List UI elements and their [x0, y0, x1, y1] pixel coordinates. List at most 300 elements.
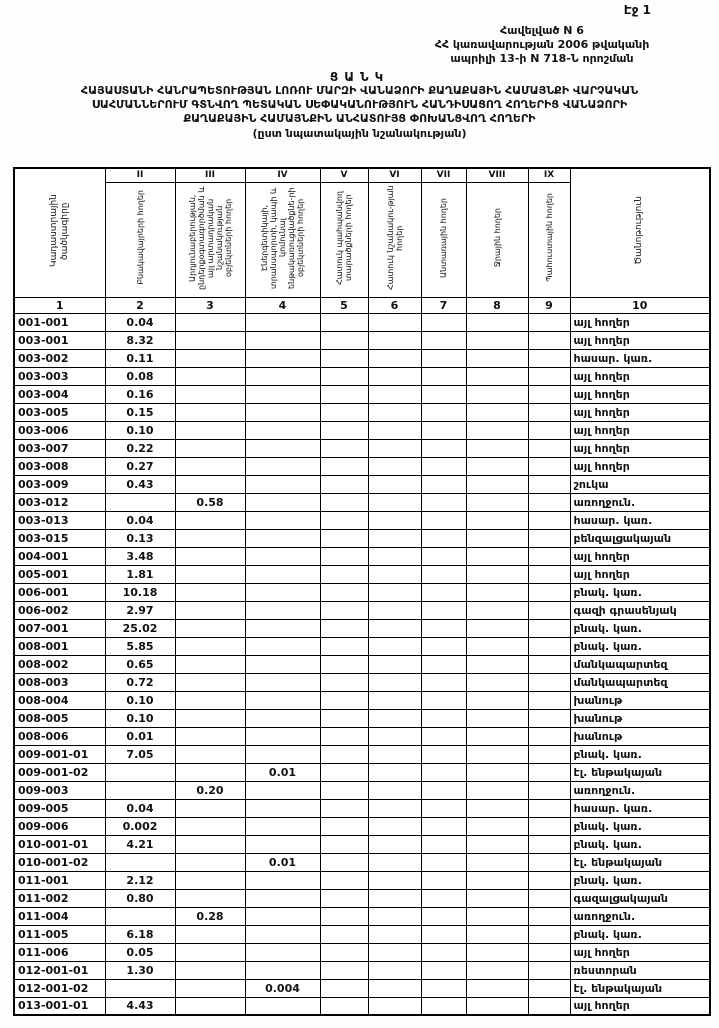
cell-reserve [528, 619, 570, 637]
cell-protected [320, 853, 368, 871]
cell-residential: 1.30 [105, 961, 175, 979]
cell-industrial [175, 475, 245, 493]
cell-forest [421, 943, 466, 961]
cell-water [466, 511, 528, 529]
table-row [14, 637, 710, 655]
cell-water [466, 403, 528, 421]
table-row [14, 781, 710, 799]
cell-residential [105, 763, 175, 781]
cell-forest [421, 799, 466, 817]
cell-reserve [528, 529, 570, 547]
cell-note: էլ. ենթակայան [570, 853, 710, 871]
cell-protected [320, 637, 368, 655]
cell-reserve [528, 385, 570, 403]
cell-cadastral-code: 001-001 [14, 313, 105, 331]
cell-industrial [175, 313, 245, 331]
column-number: 9 [528, 297, 570, 313]
cell-cadastral-code: 003-015 [14, 529, 105, 547]
cell-cadastral-code: 008-002 [14, 655, 105, 673]
cell-forest [421, 817, 466, 835]
cell-water [466, 313, 528, 331]
cell-industrial [175, 439, 245, 457]
cell-residential: 0.16 [105, 385, 175, 403]
cell-special-purpose [368, 421, 421, 439]
header-forest-lands: Անտառային հողեր [421, 182, 466, 297]
cell-energy-transport [245, 925, 320, 943]
cell-residential: 0.13 [105, 529, 175, 547]
cell-protected [320, 349, 368, 367]
cell-cadastral-code: 009-001-01 [14, 745, 105, 763]
cell-industrial [175, 565, 245, 583]
cell-residential: 5.85 [105, 637, 175, 655]
header-note-label: Ծանոթություն [634, 196, 645, 266]
cell-note: առողջուն. [570, 493, 710, 511]
cell-special-purpose [368, 655, 421, 673]
cell-water [466, 367, 528, 385]
appendix-line: ապրիլի 13-ի N 718-Ն որոշման [450, 52, 634, 65]
cell-reserve [528, 745, 570, 763]
cell-energy-transport [245, 619, 320, 637]
cell-energy-transport: 0.004 [245, 979, 320, 997]
cell-water [466, 565, 528, 583]
cell-reserve [528, 763, 570, 781]
roman-numeral-col6: VI [368, 168, 421, 182]
cell-energy-transport [245, 601, 320, 619]
cell-energy-transport: 0.01 [245, 853, 320, 871]
cell-special-purpose [368, 907, 421, 925]
table-row [14, 763, 710, 781]
cell-residential: 0.04 [105, 313, 175, 331]
cell-residential [105, 781, 175, 799]
cell-forest [421, 403, 466, 421]
cell-energy-transport [245, 403, 320, 421]
cell-energy-transport [245, 673, 320, 691]
table-row [14, 835, 710, 853]
cell-cadastral-code: 011-006 [14, 943, 105, 961]
cell-industrial [175, 529, 245, 547]
cell-forest [421, 457, 466, 475]
cell-reserve [528, 493, 570, 511]
cell-forest [421, 331, 466, 349]
table-row [14, 421, 710, 439]
cell-special-purpose [368, 475, 421, 493]
cell-forest [421, 313, 466, 331]
cell-special-purpose [368, 457, 421, 475]
cell-reserve [528, 961, 570, 979]
cell-special-purpose [368, 637, 421, 655]
cell-residential: 0.27 [105, 457, 175, 475]
table-row [14, 385, 710, 403]
cell-water [466, 997, 528, 1015]
cell-protected [320, 889, 368, 907]
cell-forest [421, 637, 466, 655]
cell-residential: 0.05 [105, 943, 175, 961]
roman-numeral-col2: II [105, 168, 175, 182]
table-row [14, 403, 710, 421]
cell-residential: 2.12 [105, 871, 175, 889]
table-row [14, 457, 710, 475]
cell-industrial [175, 853, 245, 871]
cell-special-purpose [368, 565, 421, 583]
cell-forest [421, 979, 466, 997]
cell-forest [421, 655, 466, 673]
cell-water [466, 529, 528, 547]
cell-water [466, 907, 528, 925]
table-row [14, 889, 710, 907]
cell-special-purpose [368, 871, 421, 889]
table-row [14, 511, 710, 529]
land-parcels-table [13, 167, 711, 1016]
cell-industrial [175, 835, 245, 853]
roman-numeral-col7: VII [421, 168, 466, 182]
header-note [570, 168, 710, 297]
cell-forest [421, 421, 466, 439]
document-title [0, 70, 719, 142]
cell-reserve [528, 709, 570, 727]
cell-residential: 3.48 [105, 547, 175, 565]
cell-special-purpose [368, 583, 421, 601]
title-line: ՀԱՅԱՍՏԱՆԻ ՀԱՆՐԱՊԵՏՈՒԹՅԱՆ ԼՈՌՈՒ ՄԱՐԶԻ ՎԱՆԱՁՈՐԻ ՔԱՂԱՔԱՅԻՆ ՀԱՄԱՅՆՔԻ ՎԱՐՉԱԿԱՆ [80, 84, 639, 97]
cell-industrial [175, 421, 245, 439]
cell-note: հասար. կառ. [570, 349, 710, 367]
cell-special-purpose [368, 493, 421, 511]
cell-forest [421, 925, 466, 943]
cell-water [466, 835, 528, 853]
cell-energy-transport [245, 367, 320, 385]
cell-water [466, 943, 528, 961]
cell-special-purpose [368, 925, 421, 943]
cell-industrial [175, 511, 245, 529]
cell-cadastral-code: 007-001 [14, 619, 105, 637]
cell-cadastral-code: 003-008 [14, 457, 105, 475]
cell-cadastral-code: 003-013 [14, 511, 105, 529]
roman-numeral-col4: IV [245, 168, 320, 182]
cell-reserve [528, 979, 570, 997]
cell-note: բնակ. կառ. [570, 583, 710, 601]
cell-forest [421, 475, 466, 493]
cell-water [466, 745, 528, 763]
cell-special-purpose [368, 367, 421, 385]
cell-special-purpose [368, 331, 421, 349]
cell-forest [421, 709, 466, 727]
table-row [14, 709, 710, 727]
cell-note: բնակ. կառ. [570, 871, 710, 889]
cell-residential: 6.18 [105, 925, 175, 943]
cell-protected [320, 547, 368, 565]
cell-cadastral-code: 011-004 [14, 907, 105, 925]
header-special-purpose-lands: Հատուկ նշանակու-թյան հողեր [368, 182, 421, 297]
cell-water [466, 349, 528, 367]
cell-note: այլ հողեր [570, 457, 710, 475]
cell-reserve [528, 835, 570, 853]
cell-note: այլ հողեր [570, 439, 710, 457]
cell-energy-transport [245, 997, 320, 1015]
cell-industrial [175, 943, 245, 961]
table-row [14, 565, 710, 583]
cell-energy-transport [245, 331, 320, 349]
cell-water [466, 961, 528, 979]
cell-cadastral-code: 003-002 [14, 349, 105, 367]
cell-cadastral-code: 012-001-02 [14, 979, 105, 997]
cell-industrial [175, 619, 245, 637]
cell-reserve [528, 547, 570, 565]
cell-reserve [528, 691, 570, 709]
header-cadastral-code [14, 168, 105, 297]
cell-reserve [528, 799, 570, 817]
cell-energy-transport [245, 565, 320, 583]
cell-special-purpose [368, 961, 421, 979]
roman-numeral-col5: V [320, 168, 368, 182]
cell-water [466, 727, 528, 745]
table-row [14, 799, 710, 817]
cell-protected [320, 331, 368, 349]
cell-industrial [175, 331, 245, 349]
cell-special-purpose [368, 817, 421, 835]
cell-note: բնակ. կառ. [570, 637, 710, 655]
cell-note: հասար. կառ. [570, 799, 710, 817]
cell-industrial [175, 673, 245, 691]
cell-protected [320, 979, 368, 997]
cell-residential [105, 853, 175, 871]
cell-energy-transport [245, 637, 320, 655]
cell-protected [320, 691, 368, 709]
cell-protected [320, 727, 368, 745]
table-row [14, 475, 710, 493]
cell-industrial [175, 349, 245, 367]
cell-protected [320, 817, 368, 835]
cell-forest [421, 493, 466, 511]
cell-protected [320, 493, 368, 511]
cell-cadastral-code: 006-002 [14, 601, 105, 619]
page-number-label: Էջ 1 [623, 3, 651, 17]
cell-residential: 0.04 [105, 511, 175, 529]
title-line: ՍԱՀՄԱՆՆԵՐՈՒՄ ԳՏՆՎՈՂ ՊԵՏԱԿԱՆ ՍԵՓԱԿԱՆՈՒԹՅՈՒՆ ՀԱՆԴԻՍԱՑՈՂ ՀՈՂԵՐԻՑ ՎԱՆԱՁՈՐԻ [91, 98, 628, 111]
cell-forest [421, 511, 466, 529]
cell-protected [320, 655, 368, 673]
cell-cadastral-code: 010-001-02 [14, 853, 105, 871]
cell-special-purpose [368, 835, 421, 853]
cell-reserve [528, 583, 570, 601]
cell-protected [320, 745, 368, 763]
cell-forest [421, 691, 466, 709]
cell-energy-transport [245, 421, 320, 439]
cell-special-purpose [368, 619, 421, 637]
cell-note: այլ հողեր [570, 997, 710, 1015]
cell-reserve [528, 421, 570, 439]
cell-industrial [175, 385, 245, 403]
cell-forest [421, 565, 466, 583]
cell-energy-transport [245, 889, 320, 907]
cell-reserve [528, 871, 570, 889]
cell-note: խանութ [570, 709, 710, 727]
cell-note: գազալցակայան [570, 889, 710, 907]
cell-special-purpose [368, 511, 421, 529]
cell-water [466, 763, 528, 781]
cell-energy-transport [245, 709, 320, 727]
cell-reserve [528, 889, 570, 907]
cell-cadastral-code: 009-001-02 [14, 763, 105, 781]
table-row [14, 439, 710, 457]
cell-reserve [528, 781, 570, 799]
column-number: 8 [466, 297, 528, 313]
cell-energy-transport [245, 799, 320, 817]
cell-special-purpose [368, 403, 421, 421]
cell-note: խանութ [570, 691, 710, 709]
cell-residential: 0.10 [105, 691, 175, 709]
cell-note: առողջուն. [570, 907, 710, 925]
cell-note: խանութ [570, 727, 710, 745]
cell-forest [421, 547, 466, 565]
cell-protected [320, 367, 368, 385]
cell-industrial [175, 637, 245, 655]
appendix-reference [377, 24, 707, 66]
cell-forest [421, 439, 466, 457]
cell-industrial [175, 961, 245, 979]
cell-residential: 25.02 [105, 619, 175, 637]
cell-forest [421, 997, 466, 1015]
cell-note: այլ հողեր [570, 943, 710, 961]
cell-energy-transport [245, 817, 320, 835]
cell-note: շուկա [570, 475, 710, 493]
table-row [14, 313, 710, 331]
cell-protected [320, 709, 368, 727]
cell-water [466, 385, 528, 403]
cell-energy-transport [245, 457, 320, 475]
cell-residential: 0.43 [105, 475, 175, 493]
cell-energy-transport [245, 835, 320, 853]
cell-reserve [528, 601, 570, 619]
cell-cadastral-code: 008-005 [14, 709, 105, 727]
cell-water [466, 979, 528, 997]
cell-special-purpose [368, 349, 421, 367]
cell-industrial [175, 925, 245, 943]
cell-cadastral-code: 003-009 [14, 475, 105, 493]
cell-reserve [528, 727, 570, 745]
cell-water [466, 709, 528, 727]
cell-reserve [528, 457, 570, 475]
table-row [14, 925, 710, 943]
cell-cadastral-code: 012-001-01 [14, 961, 105, 979]
table-row [14, 817, 710, 835]
cell-note: բնակ. կառ. [570, 619, 710, 637]
cell-forest [421, 673, 466, 691]
cell-special-purpose [368, 673, 421, 691]
cell-water [466, 439, 528, 457]
cell-energy-transport [245, 691, 320, 709]
cell-residential: 1.81 [105, 565, 175, 583]
cell-forest [421, 367, 466, 385]
table-row [14, 745, 710, 763]
cell-note: մանկապարտեզ [570, 655, 710, 673]
cell-reserve [528, 565, 570, 583]
cell-industrial [175, 601, 245, 619]
cell-industrial [175, 583, 245, 601]
appendix-line: Հավելված N 6 [500, 24, 584, 37]
cell-cadastral-code: 005-001 [14, 565, 105, 583]
cell-industrial [175, 403, 245, 421]
cell-cadastral-code: 003-003 [14, 367, 105, 385]
column-number: 6 [368, 297, 421, 313]
table-row [14, 727, 710, 745]
table-row [14, 997, 710, 1015]
cell-energy-transport [245, 907, 320, 925]
cell-water [466, 853, 528, 871]
cell-reserve [528, 403, 570, 421]
cell-industrial [175, 817, 245, 835]
cell-note: այլ հողեր [570, 331, 710, 349]
cell-note: առողջուն. [570, 781, 710, 799]
cell-note: հասար. կառ. [570, 511, 710, 529]
cell-cadastral-code: 010-001-01 [14, 835, 105, 853]
cell-water [466, 619, 528, 637]
cell-reserve [528, 907, 570, 925]
table-row [14, 907, 710, 925]
cell-energy-transport [245, 943, 320, 961]
cell-note: մանկապարտեզ [570, 673, 710, 691]
cell-cadastral-code: 009-006 [14, 817, 105, 835]
header-energy-transport-lands: Էներգետիկայի, տրանսպորտի, կապի և կոմունալ ենթակառուցվածքնե-րի օբյեկտների հողեր [245, 182, 320, 297]
cell-water [466, 799, 528, 817]
cell-residential: 2.97 [105, 601, 175, 619]
cell-protected [320, 961, 368, 979]
cell-forest [421, 763, 466, 781]
cell-industrial [175, 979, 245, 997]
cell-water [466, 493, 528, 511]
cell-protected [320, 583, 368, 601]
column-number: 2 [105, 297, 175, 313]
cell-special-purpose [368, 709, 421, 727]
table-row [14, 349, 710, 367]
cell-industrial: 0.58 [175, 493, 245, 511]
cell-protected [320, 673, 368, 691]
cell-note: ռեստորան [570, 961, 710, 979]
cell-special-purpose [368, 529, 421, 547]
cell-residential: 10.18 [105, 583, 175, 601]
cell-energy-transport [245, 745, 320, 763]
table-row [14, 979, 710, 997]
cell-special-purpose [368, 799, 421, 817]
cell-reserve [528, 925, 570, 943]
cell-special-purpose [368, 781, 421, 799]
cell-note: էլ. ենթակայան [570, 763, 710, 781]
cell-water [466, 601, 528, 619]
cell-residential: 7.05 [105, 745, 175, 763]
roman-numeral-row [14, 168, 710, 182]
cell-note: էլ. ենթակայան [570, 979, 710, 997]
cell-industrial [175, 871, 245, 889]
cell-industrial [175, 745, 245, 763]
cell-water [466, 691, 528, 709]
cell-cadastral-code: 003-007 [14, 439, 105, 457]
cell-industrial: 0.28 [175, 907, 245, 925]
cell-cadastral-code: 006-001 [14, 583, 105, 601]
cell-energy-transport [245, 349, 320, 367]
cell-industrial [175, 547, 245, 565]
cell-note: բնակ. կառ. [570, 745, 710, 763]
cell-protected [320, 403, 368, 421]
cell-residential: 4.21 [105, 835, 175, 853]
cell-protected [320, 601, 368, 619]
cell-note: բնակ. կառ. [570, 925, 710, 943]
cell-energy-transport [245, 439, 320, 457]
cell-protected [320, 529, 368, 547]
header-water-lands: Ջրային հողեր [466, 182, 528, 297]
cell-residential: 0.01 [105, 727, 175, 745]
cell-residential [105, 979, 175, 997]
cell-water [466, 925, 528, 943]
cell-reserve [528, 313, 570, 331]
cell-residential: 0.11 [105, 349, 175, 367]
